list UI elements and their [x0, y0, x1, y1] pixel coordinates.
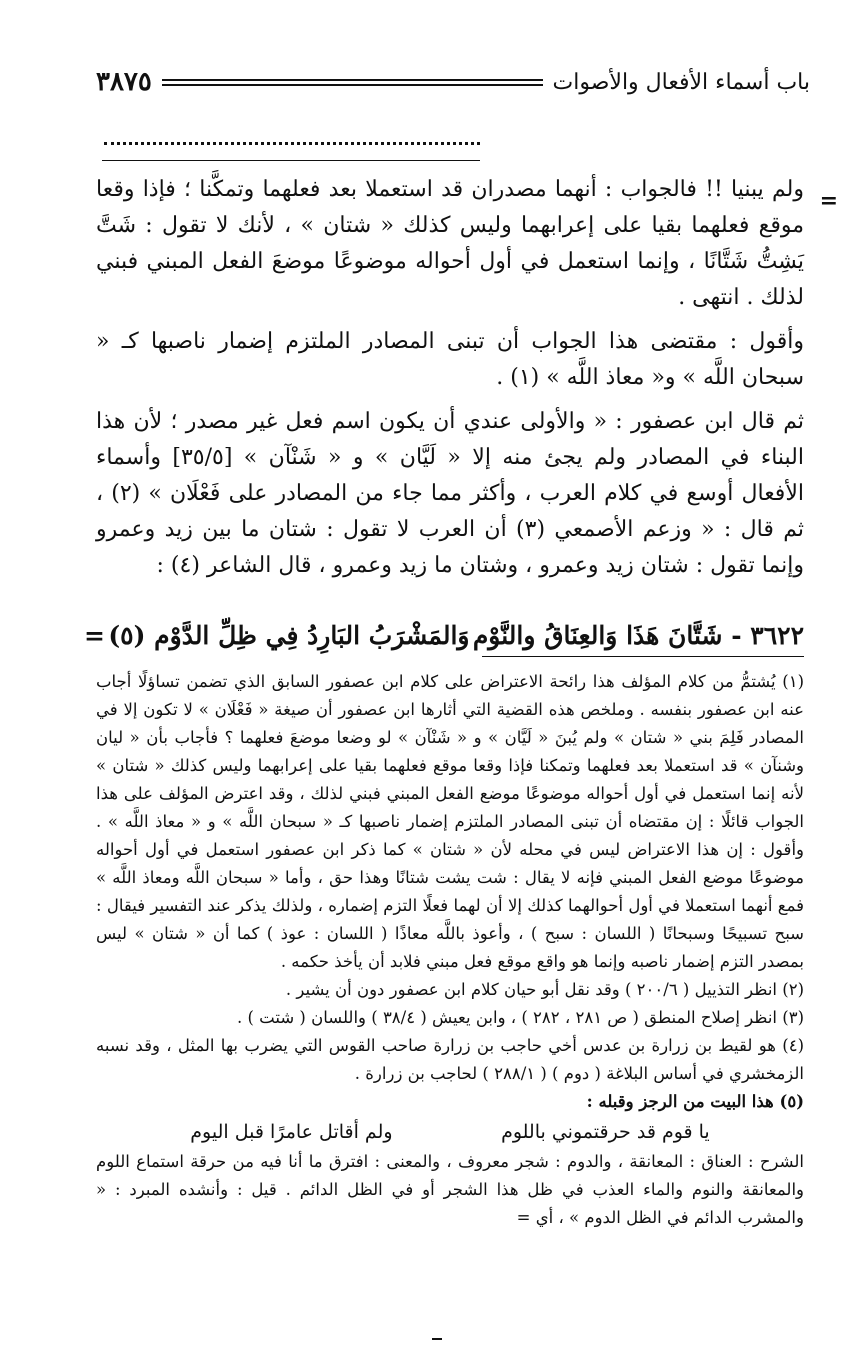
verse-first-hemistich: ٣٦٢٢ - شَتَّانَ هَذَا وَالعِنَاقُ والنَّوْم	[472, 620, 804, 650]
poem-first: يا قوم قد حرقتموني باللوم	[501, 1121, 710, 1143]
footnotes	[96, 668, 804, 1232]
page-header	[96, 62, 810, 102]
paragraph-3: ثم قال ابن عصفور : « والأولى عندي أن يكون اسم فعل غير مصدر ؛ لأن هذا البناء في المصادر ولم يجئ منه إلا « لَيَّان » و « شَنْآن » [٣٥/٥] وأسماء الأفعال أوسع في كلام العرب ، وأكثر مما جاء من المصادر على فَعْلَان » (٢) ، ثم قال : « وزعم الأصمعي (٣) أن العرب لا تقول : شتان ما بين زيد وعمرو وإنما تقول : شتان زيد وعمرو ، وشتان ما زيد وعمرو ، قال الشاعر (٤) :	[96, 409, 804, 578]
footnote-5: (٥) هذا البيت من الرجز وقبله :	[586, 1092, 804, 1111]
poem-second: ولم أقاتل عامرًا قبل اليوم	[190, 1121, 393, 1143]
page-number: ٣٨٧٥	[96, 67, 152, 97]
paragraph-2: وأقول : مقتضى هذا الجواب أن تبنى المصادر الملتزم إضمار ناصبها كـ « سبحان اللَّه » و« معاذ اللَّه » (١) .	[96, 329, 804, 390]
verse-end-mark: =	[84, 620, 105, 650]
footnote-separator	[482, 656, 804, 657]
main-text	[96, 172, 804, 592]
verse-line	[84, 612, 804, 658]
bottom-mark	[432, 1338, 442, 1340]
sharh-text: الشرح : العناق : المعانقة ، والدوم : شجر معروف ، والمعنى : افترق ما أنا فيه من حرقة استماع اللوم والمعانقة والنوم والماء العذب في ظل هذا الشجر أو في الظل الدائم . قيل : وأنشده المبرد : « والمشرب الدائم في الظل الدوم » ، أي =	[96, 1152, 804, 1227]
footnote-1: (١) يُشتمُّ من كلام المؤلف هذا رائحة الاعتراض على كلام ابن عصفور السابق الذي تضمن تساؤلًا أجاب عنه ابن عصفور بنفسه . وملخص هذه القضية التي أثارها ابن عصفور أن صيغة « فَعْلَان » لا تكون إلا في المصادر فَلِمَ بني « شتان » ولم يُبنَ « لَيَّان » و « شَنْآن » لو وضعا موضعَ فعلهما ؟ فأجاب بأن « ليان وشنآن » قد استعملا بعد فعلهما وتمكنا فإذا وقعا موقع فعلهما بقيا على إعرابهما وليس كذلك « شتان » لأنه إنما استعمل في أول أحواله موضوعًا موضع الفعل المبني فبني لذلك ، وقد اعترض المؤلف على هذا الجواب قائلًا : إن مقتضاه أن تبنى المصادر الملتزم إضمار ناصبها كـ « سبحان اللَّه » و « معاذ اللَّه » . وأقول : إن هذا الاعتراض ليس في محله لأن « شتان » كما ذكر ابن عصفور استعمل في أول أحواله موضوعًا موضع الفعل المبني فإنه لا يقال : شت يشت شتانًا وهذا حق ، وأما « سبحان اللَّه ومعاذ اللَّه » فمع أنهما استعملا في أول أحوالهما كذلك إلا أن لهما فعلًا التزم إضماره ، ولذلك يذكر عند التفسير فيقال : سبح تسبيحًا وسبحانًا ( اللسان : سبح ) ، وأعوذ باللَّه معاذًا ( اللسان : عوذ ) كما أن « شتان » ليس بمصدر التزم إضمار ناصبه وإنما هو واقع موقع فعل مبني فلابد أن يأخذ حكمه .	[96, 672, 804, 971]
chapter-title: باب أسماء الأفعال والأصوات	[552, 69, 810, 95]
dotted-separator	[104, 142, 480, 145]
footnote-2: (٢) انظر التذييل ( ٢٠٠/٦ ) وقد نقل أبو حيان كلام ابن عصفور دون أن يشير .	[285, 980, 804, 999]
footnote-4: (٤) هو لقيط بن زرارة بن عدس أخي حاجب بن زرارة صاحب القوس التي يضرب بها المثل ، وقد نسبه الزمخشري في أساس البلاغة ( دوم ) ( ٢٨٨/١ ) لحاجب بن زرارة .	[96, 1036, 804, 1083]
continuation-mark: =	[819, 188, 838, 214]
separator-rule	[102, 160, 480, 161]
header-rule	[162, 79, 543, 86]
paragraph-1: ولم يبنيا !! فالجواب : أنهما مصدران قد استعملا بعد فعلهما وتمكَّنا ؛ فإذا وقعا موقع فعلهما بقيا على إعرابهما وليس كذلك « شتان » ، لأنك لا تقول : شَتَّ يَشِتُّ شَتَّانًا ، وإنما استعمل في أول أحواله موضوعًا موضعَ الفعل المبني فبني لذلك . انتهى .	[96, 177, 804, 310]
footnote-3: (٣) انظر إصلاح المنطق ( ص ٢٨١ ، ٢٨٢ ) ، وابن يعيش ( ٣٨/٤ ) واللسان ( شتت ) .	[236, 1008, 804, 1027]
poem-line	[96, 1118, 804, 1146]
verse-second-hemistich: وَالمَشْرَبُ البَارِدُ فِي ظِلِّ الدَّوْم (٥)	[108, 620, 470, 650]
